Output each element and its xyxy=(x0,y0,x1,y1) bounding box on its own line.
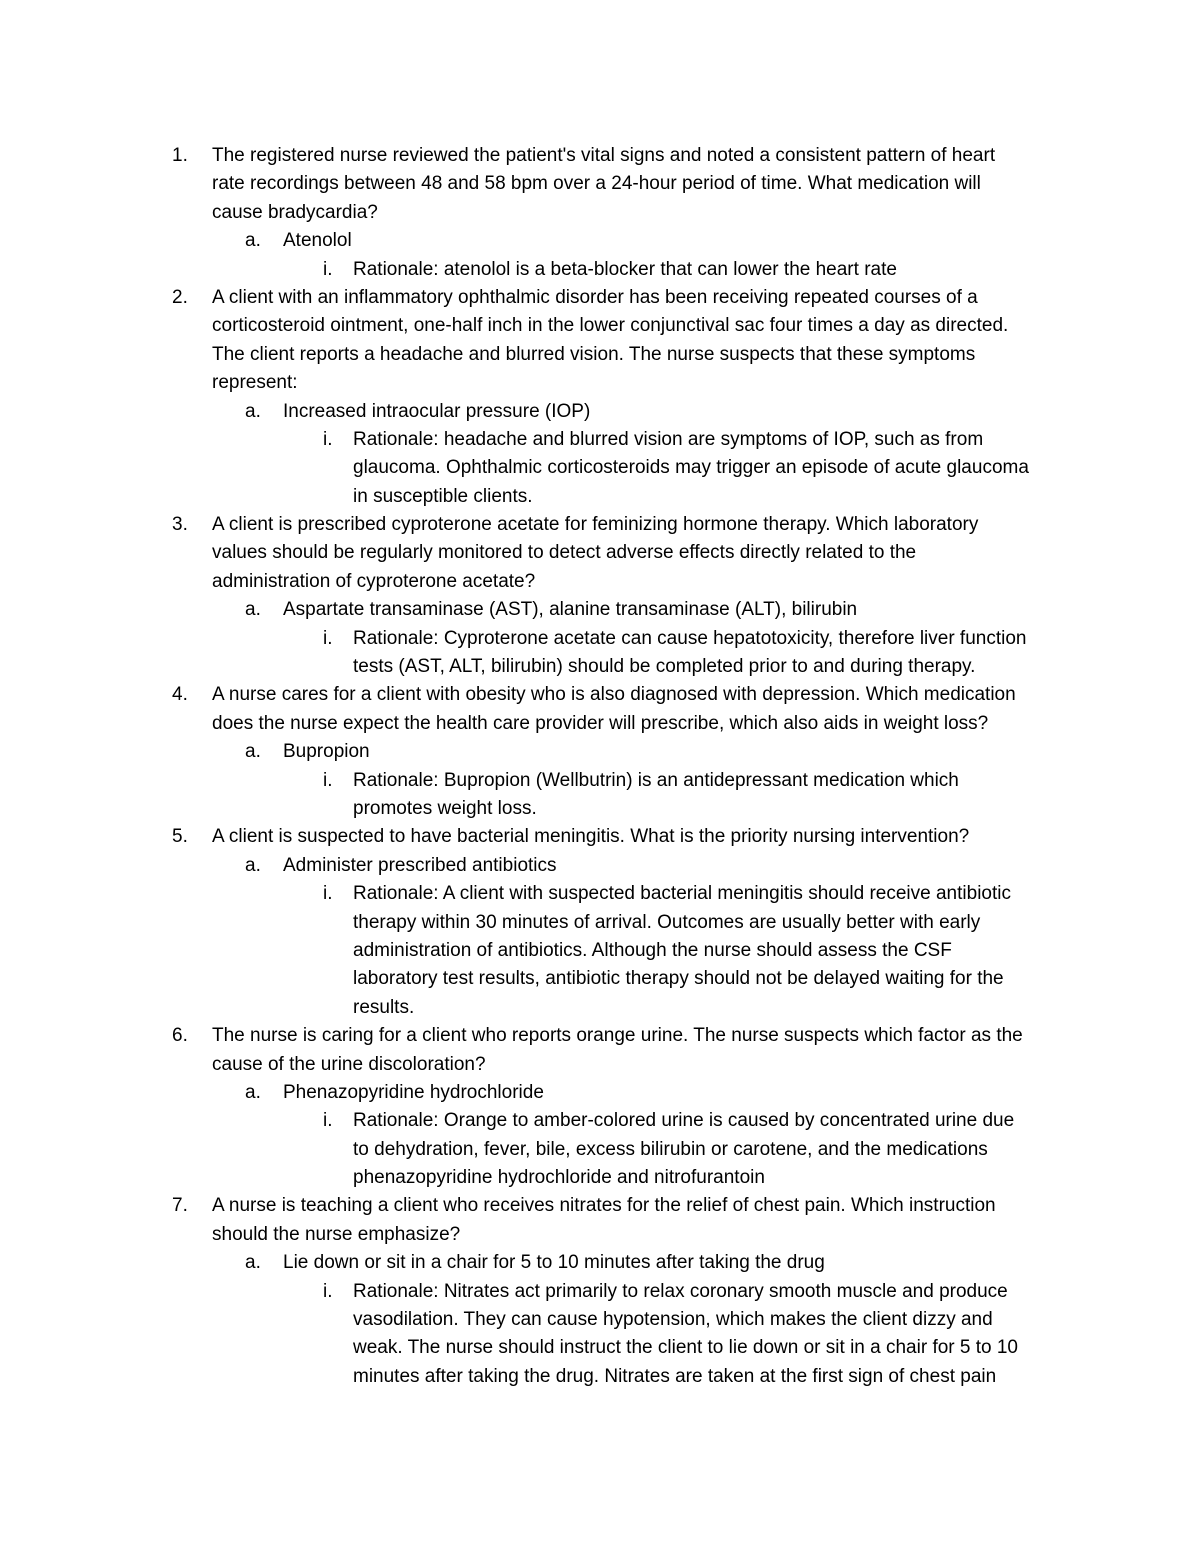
rationale-line xyxy=(0,1334,1200,1362)
question-text: The client reports a headache and blurred vision. The nurse suspects that these symptoms xyxy=(212,343,976,365)
answer-letter: a. xyxy=(245,854,261,876)
rationale-numeral: i. xyxy=(323,1110,333,1132)
rationale-line xyxy=(0,426,1200,454)
question-text: should the nurse emphasize? xyxy=(212,1223,461,1245)
question-text: administration of cyproterone acetate? xyxy=(212,570,536,592)
rationale-line xyxy=(0,965,1200,993)
question-number: 1. xyxy=(172,145,188,166)
rationale-line xyxy=(0,1278,1200,1306)
rationale-line xyxy=(0,1164,1200,1192)
question-text: values should be regularly monitored to detect adverse effects directly related to the xyxy=(212,542,917,564)
answer-text: Administer prescribed antibiotics xyxy=(283,854,557,876)
question-text: rate recordings between 48 and 58 bpm over a 24-hour period of time. What medication will xyxy=(212,173,981,195)
rationale-line xyxy=(0,880,1200,908)
rationale-line xyxy=(0,1363,1200,1391)
question-text: represent: xyxy=(212,372,298,394)
rationale-line xyxy=(0,256,1200,284)
question-line xyxy=(0,199,1200,227)
rationale-text: in susceptible clients. xyxy=(353,485,533,507)
question-line xyxy=(0,1051,1200,1079)
question-line xyxy=(0,710,1200,738)
rationale-text: results. xyxy=(353,996,415,1018)
question-text: cause of the urine discoloration? xyxy=(212,1053,486,1075)
rationale-text: laboratory test results, antibiotic therapy should not be delayed waiting for the xyxy=(353,968,1004,990)
rationale-text: glaucoma. Ophthalmic corticosteroids may trigger an episode of acute glaucoma xyxy=(353,457,1029,479)
answer-letter: a. xyxy=(245,400,261,422)
answer-line xyxy=(0,1249,1200,1277)
answer-text: Aspartate transaminase (AST), alanine transaminase (ALT), bilirubin xyxy=(283,599,858,621)
rationale-line xyxy=(0,1107,1200,1135)
question-text: corticosteroid ointment, one-half inch in the lower conjunctival sac four times a day as directed. xyxy=(212,315,1009,337)
question-line xyxy=(0,312,1200,340)
question-line xyxy=(0,170,1200,198)
question-text: A client is suspected to have bacterial meningitis. What is the priority nursing intervention? xyxy=(212,826,970,848)
answer-line xyxy=(0,852,1200,880)
rationale-line xyxy=(0,625,1200,653)
answer-letter: a. xyxy=(245,599,261,621)
question-text: A client is prescribed cyproterone acetate for feminizing hormone therapy. Which laboratory xyxy=(212,514,979,536)
rationale-text: promotes weight loss. xyxy=(353,797,537,819)
question-number: 6. xyxy=(172,1025,188,1047)
answer-letter: a. xyxy=(245,741,261,763)
question-line xyxy=(0,823,1200,851)
question-text: A client with an inflammatory ophthalmic disorder has been receiving repeated courses of a xyxy=(212,286,978,308)
rationale-numeral: i. xyxy=(323,428,333,450)
rationale-numeral: i. xyxy=(323,769,333,791)
rationale-numeral: i. xyxy=(323,258,333,280)
question-text: A nurse is teaching a client who receives nitrates for the relief of chest pain. Which instruction xyxy=(212,1195,996,1217)
question-number: 2. xyxy=(172,286,188,308)
rationale-text: weak. The nurse should instruct the client to lie down or sit in a chair for 5 to 10 xyxy=(353,1337,1018,1359)
answer-line xyxy=(0,227,1200,255)
rationale-text: phenazopyridine hydrochloride and nitrofurantoin xyxy=(353,1167,765,1189)
rationale-text: Rationale: Nitrates act primarily to relax coronary smooth muscle and produce xyxy=(353,1280,1008,1302)
rationale-text: to dehydration, fever, bile, excess bilirubin or carotene, and the medications xyxy=(353,1138,988,1160)
rationale-text: Rationale: Cyproterone acetate can cause hepatotoxicity, therefore liver function xyxy=(353,627,1027,649)
answer-text: Phenazopyridine hydrochloride xyxy=(283,1081,544,1103)
rationale-text: tests (AST, ALT, bilirubin) should be completed prior to and during therapy. xyxy=(353,656,976,678)
question-line xyxy=(0,1221,1200,1249)
question-line xyxy=(0,539,1200,567)
question-text: does the nurse expect the health care provider will prescribe, which also aids in weight loss? xyxy=(212,712,989,734)
answer-line xyxy=(0,738,1200,766)
rationale-text: Rationale: Orange to amber-colored urine is caused by concentrated urine due xyxy=(353,1110,1015,1132)
rationale-text: Rationale: A client with suspected bacterial meningitis should receive antibiotic xyxy=(353,883,1011,905)
question-text: The registered nurse reviewed the patient's vital signs and noted a consistent pattern of heart xyxy=(212,145,996,166)
rationale-line xyxy=(0,994,1200,1022)
answer-line xyxy=(0,1079,1200,1107)
question-line xyxy=(0,369,1200,397)
question-line xyxy=(0,568,1200,596)
rationale-numeral: i. xyxy=(323,883,333,905)
rationale-line xyxy=(0,1306,1200,1334)
question-number: 4. xyxy=(172,684,188,706)
question-line xyxy=(0,284,1200,312)
rationale-numeral: i. xyxy=(323,627,333,649)
rationale-text: therapy within 30 minutes of arrival. Outcomes are usually better with early xyxy=(353,911,981,933)
answer-letter: a. xyxy=(245,1252,261,1274)
answer-letter: a. xyxy=(245,1081,261,1103)
answer-text: Increased intraocular pressure (IOP) xyxy=(283,400,591,422)
answer-letter: a. xyxy=(245,230,261,252)
answer-line xyxy=(0,398,1200,426)
rationale-text: vasodilation. They can cause hypotension, which makes the client dizzy and xyxy=(353,1309,993,1331)
rationale-text: Rationale: atenolol is a beta-blocker that can lower the heart rate xyxy=(353,258,897,280)
rationale-text: Rationale: Bupropion (Wellbutrin) is an antidepressant medication which xyxy=(353,769,959,791)
rationale-line xyxy=(0,795,1200,823)
question-number: 3. xyxy=(172,514,188,536)
question-text: The nurse is caring for a client who reports orange urine. The nurse suspects which factor as the xyxy=(212,1025,1023,1047)
answer-text: Bupropion xyxy=(283,741,370,763)
question-list xyxy=(0,142,1200,1391)
question-line xyxy=(0,511,1200,539)
rationale-line xyxy=(0,454,1200,482)
rationale-text: administration of antibiotics. Although the nurse should assess the CSF xyxy=(353,939,952,961)
question-line xyxy=(0,341,1200,369)
rationale-line xyxy=(0,1136,1200,1164)
rationale-text: minutes after taking the drug. Nitrates are taken at the first sign of chest pain xyxy=(353,1365,997,1387)
question-line xyxy=(0,1022,1200,1050)
rationale-numeral: i. xyxy=(323,1280,333,1302)
question-number: 5. xyxy=(172,826,188,848)
rationale-line xyxy=(0,653,1200,681)
rationale-line xyxy=(0,937,1200,965)
question-number: 7. xyxy=(172,1195,188,1217)
answer-text: Atenolol xyxy=(283,230,352,252)
question-line xyxy=(0,142,1200,170)
rationale-line xyxy=(0,909,1200,937)
question-line xyxy=(0,1192,1200,1220)
answer-text: Lie down or sit in a chair for 5 to 10 minutes after taking the drug xyxy=(283,1252,825,1274)
rationale-line xyxy=(0,767,1200,795)
rationale-text: Rationale: headache and blurred vision are symptoms of IOP, such as from xyxy=(353,428,984,450)
rationale-line xyxy=(0,483,1200,511)
answer-line xyxy=(0,596,1200,624)
question-text: A nurse cares for a client with obesity who is also diagnosed with depression. Which medication xyxy=(212,684,1016,706)
question-line xyxy=(0,681,1200,709)
question-text: cause bradycardia? xyxy=(212,201,378,223)
